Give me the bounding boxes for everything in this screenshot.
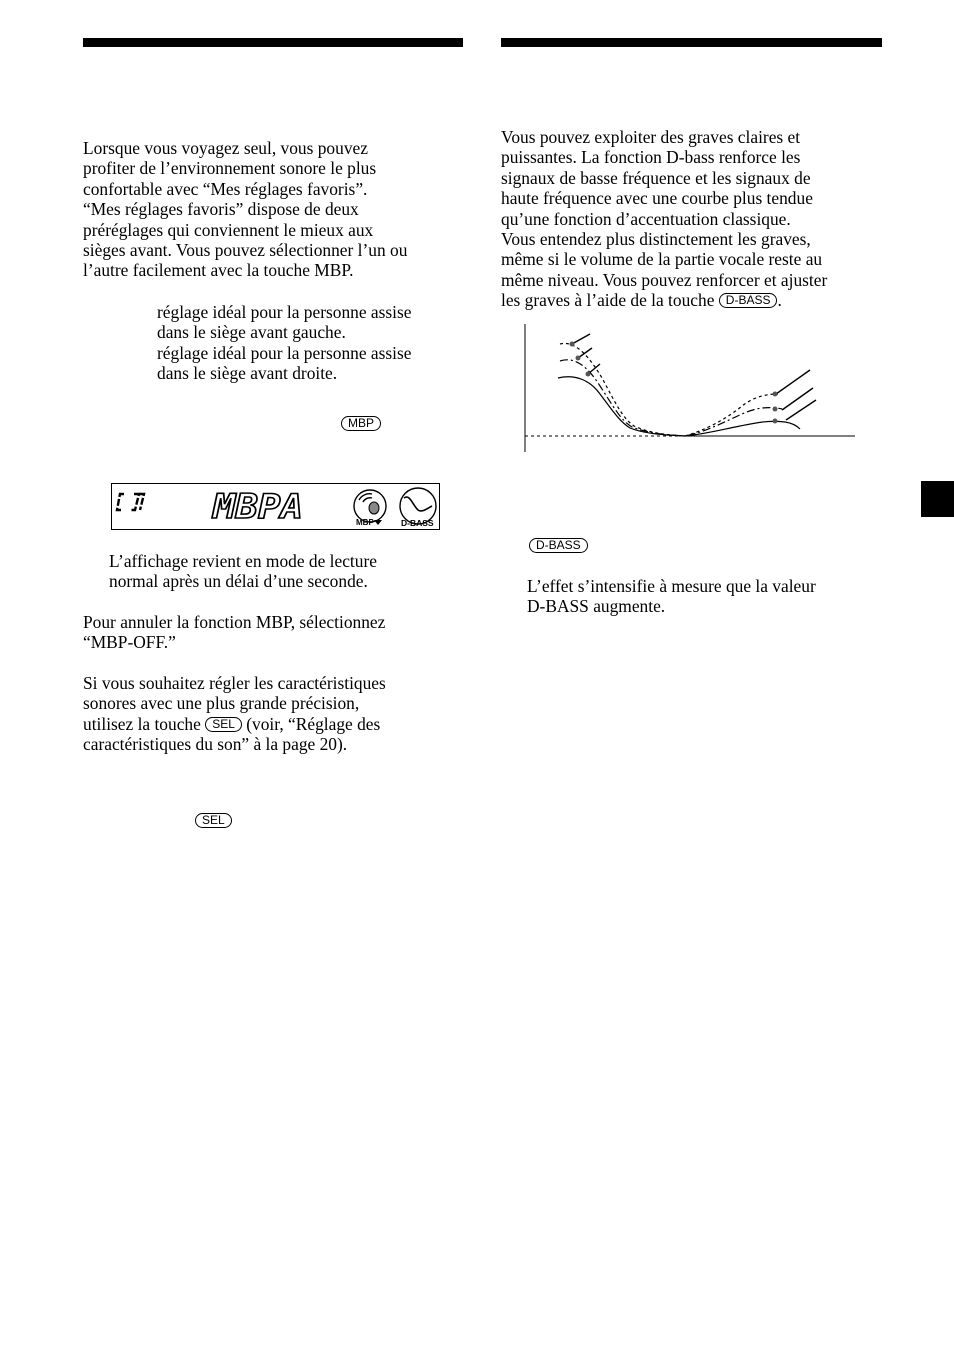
text-fragment: utilisez la touche xyxy=(83,713,201,734)
mbp-indicator-label: MBP xyxy=(356,518,374,527)
precision-note xyxy=(83,673,386,755)
text-line: l’autre facilement avec la touche MBP. xyxy=(83,260,354,281)
text-line: signaux de basse fréquence et les signaux de xyxy=(501,167,811,188)
text-line: réglage idéal pour la personne assise xyxy=(157,343,412,363)
mbp-indicator-icon xyxy=(354,490,386,527)
left-header-rule xyxy=(83,38,463,47)
text-line: qu’une fonction d’accentuation classique. xyxy=(501,208,791,229)
dbass-body-paragraph xyxy=(501,127,827,311)
dbass-indicator-icon xyxy=(400,488,436,528)
text-line: Pour annuler la fonction MBP, sélectionnez xyxy=(83,612,386,632)
text-line: même si le volume de la partie vocale reste au xyxy=(501,249,823,270)
mbp-key[interactable]: MBP xyxy=(341,416,381,431)
text-fragment: les graves à l’aide de la touche xyxy=(501,290,715,311)
text-line xyxy=(83,714,386,734)
dbass-effect-note xyxy=(527,576,816,617)
dbass-key-inline[interactable]: D-BASS xyxy=(719,293,778,308)
dbass-indicator-label: D-BASS xyxy=(401,518,434,528)
sel-key-inline[interactable]: SEL xyxy=(205,717,242,732)
text-line: caractéristiques du son” à la page 20). xyxy=(83,734,348,755)
text-line xyxy=(501,290,827,310)
display-return-note xyxy=(109,551,377,592)
lcd-display-panel xyxy=(111,483,440,530)
section-tab-marker xyxy=(921,481,954,517)
text-line: même niveau. Vous pouvez renforcer et ajuster xyxy=(501,269,828,290)
text-line: Vous pouvez exploiter des graves claires et xyxy=(501,127,801,147)
lcd-display-graphic xyxy=(112,484,439,529)
text-line: profiter de l’environnement sonore le plus xyxy=(83,158,377,179)
dbass-frequency-curve-graph xyxy=(520,322,860,456)
text-line: préréglages qui conviennent le mieux aux xyxy=(83,219,374,240)
dbass-key[interactable]: D-BASS xyxy=(529,538,588,553)
graph-marker-dots xyxy=(570,342,778,424)
text-line: dans le siège avant droite. xyxy=(157,363,338,384)
graph-callout-lines xyxy=(572,334,816,420)
text-line: sièges avant. Vous pouvez sélectionner l’un ou xyxy=(83,240,408,261)
text-line: “MBP-OFF.” xyxy=(83,632,176,653)
text-line: D-BASS augmente. xyxy=(527,596,666,617)
right-header-rule xyxy=(501,38,882,47)
text-line: haute fréquence avec une courbe plus tendue xyxy=(501,188,813,209)
text-line: L’affichage revient en mode de lecture xyxy=(109,551,377,571)
curve-level-3 xyxy=(560,343,778,436)
text-line: Lorsque vous voyagez seul, vous pouvez xyxy=(83,138,368,158)
mbp-option-b-description xyxy=(157,343,411,384)
text-fragment: . xyxy=(777,290,782,311)
mbp-cancel-note xyxy=(83,612,385,653)
text-line: Vous entendez plus distinctement les graves, xyxy=(501,229,811,250)
text-line: Si vous souhaitez régler les caractéristiques xyxy=(83,673,386,693)
text-line: puissantes. La fonction D-bass renforce les xyxy=(501,147,801,168)
text-fragment: (voir, “Réglage des xyxy=(246,713,381,734)
text-line: normal après un délai d’une seconde. xyxy=(109,571,368,592)
text-line: sonores avec une plus grande précision, xyxy=(83,693,360,714)
lcd-main-text: MBPA xyxy=(211,487,303,527)
text-line: dans le siège avant gauche. xyxy=(157,322,346,343)
sel-key[interactable]: SEL xyxy=(195,813,232,828)
text-line: “Mes réglages favoris” dispose de deux xyxy=(83,199,359,220)
curve-level-1 xyxy=(558,377,800,436)
text-line: réglage idéal pour la personne assise xyxy=(157,302,412,322)
text-line: L’effet s’intensifie à mesure que la valeur xyxy=(527,576,816,596)
mbp-intro-paragraph xyxy=(83,138,407,281)
mbp-option-a-description xyxy=(157,302,411,343)
text-line: confortable avec “Mes réglages favoris”. xyxy=(83,178,368,199)
